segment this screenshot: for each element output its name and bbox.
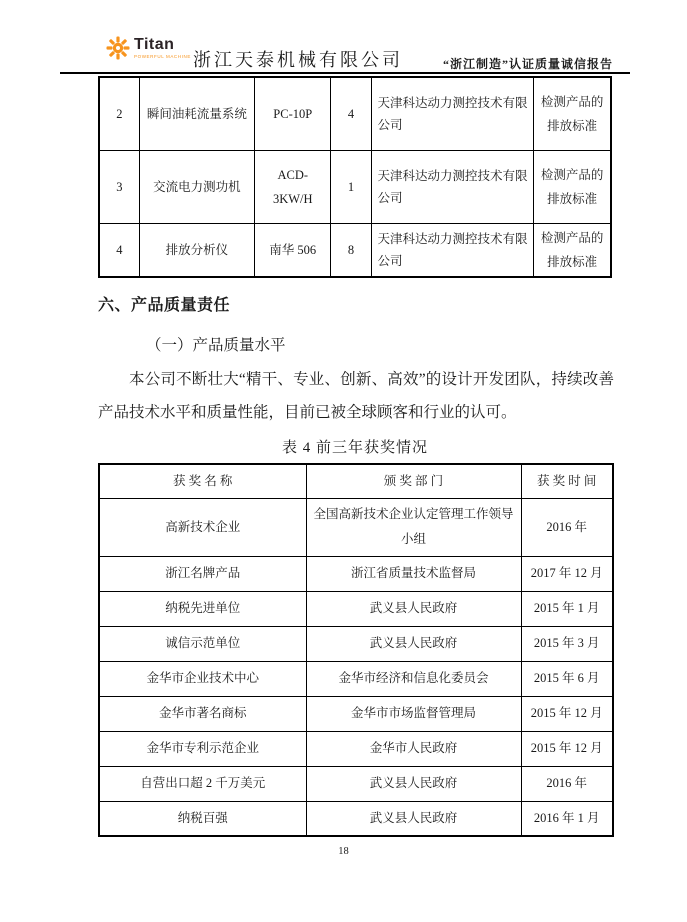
cell-award-time: 2016 年 bbox=[521, 766, 613, 801]
cell-qty: 4 bbox=[331, 77, 371, 150]
cell-award-time: 2017 年 12 月 bbox=[521, 556, 613, 591]
cell-no: 4 bbox=[99, 223, 139, 277]
cell-supplier: 天津科达动力测控技术有限公司 bbox=[371, 150, 534, 223]
cell-award-time: 2015 年 6 月 bbox=[521, 661, 613, 696]
awards-table bbox=[98, 463, 614, 837]
cell-award-name: 金华市专利示范企业 bbox=[99, 731, 306, 766]
table-header-row bbox=[99, 464, 613, 498]
cell-award-name: 自营出口超 2 千万美元 bbox=[99, 766, 306, 801]
cell-award-time: 2016 年 1 月 bbox=[521, 801, 613, 836]
cell-name: 交流电力测功机 bbox=[139, 150, 254, 223]
table-caption: 表 4 前三年获奖情况 bbox=[281, 440, 428, 456]
gear-icon bbox=[106, 36, 130, 60]
cell-qty: 8 bbox=[331, 223, 371, 277]
cell-award-time: 2015 年 12 月 bbox=[521, 696, 613, 731]
cell-model: 南华 506 bbox=[255, 223, 331, 277]
cell-award-dept: 武义县人民政府 bbox=[306, 766, 521, 801]
logo-brand: Titan bbox=[134, 35, 175, 53]
cell-award-name: 纳税百强 bbox=[99, 801, 306, 836]
header-award-dept: 颁 奖 部 门 bbox=[306, 464, 521, 498]
cell-award-dept: 武义县人民政府 bbox=[306, 591, 521, 626]
table-row bbox=[99, 77, 611, 150]
header-rule bbox=[60, 72, 630, 74]
table-row bbox=[99, 731, 613, 766]
equipment-table bbox=[98, 76, 612, 278]
cell-no: 2 bbox=[99, 77, 139, 150]
table-row bbox=[99, 150, 611, 223]
cell-supplier: 天津科达动力测控技术有限公司 bbox=[371, 77, 534, 150]
table-row bbox=[99, 223, 611, 277]
cell-no: 3 bbox=[99, 150, 139, 223]
cell-award-dept: 金华市人民政府 bbox=[306, 731, 521, 766]
cell-award-name: 诚信示范单位 bbox=[99, 626, 306, 661]
cell-award-time: 2015 年 12 月 bbox=[521, 731, 613, 766]
header-award-time: 获 奖 时 间 bbox=[521, 464, 613, 498]
cell-award-dept: 浙江省质量技术监督局 bbox=[306, 556, 521, 591]
cell-award-dept: 武义县人民政府 bbox=[306, 801, 521, 836]
cell-award-dept: 金华市经济和信息化委员会 bbox=[306, 661, 521, 696]
company-name: 浙江天泰机械有限公司 bbox=[193, 50, 403, 70]
report-title: “浙江制造”认证质量诚信报告 bbox=[442, 57, 613, 71]
cell-award-time: 2016 年 bbox=[521, 498, 613, 556]
cell-award-name: 金华市企业技术中心 bbox=[99, 661, 306, 696]
cell-purpose: 检测产品的排放标准 bbox=[534, 223, 611, 277]
header-award-name: 获 奖 名 称 bbox=[99, 464, 306, 498]
cell-supplier: 天津科达动力测控技术有限公司 bbox=[371, 223, 534, 277]
cell-award-dept: 全国高新技术企业认定管理工作领导小组 bbox=[306, 498, 521, 556]
cell-award-name: 高新技术企业 bbox=[99, 498, 306, 556]
table-row bbox=[99, 661, 613, 696]
cell-model: ACD-3KW/H bbox=[255, 150, 331, 223]
section-heading: 六、产品质量责任 bbox=[98, 297, 231, 314]
cell-purpose: 检测产品的排放标准 bbox=[534, 150, 611, 223]
logo-text bbox=[134, 37, 191, 60]
table-row bbox=[99, 591, 613, 626]
cell-award-name: 纳税先进单位 bbox=[99, 591, 306, 626]
section-subheading: （一）产品质量水平 bbox=[146, 337, 286, 354]
table-row bbox=[99, 556, 613, 591]
cell-purpose: 检测产品的排放标准 bbox=[534, 77, 611, 150]
cell-model: PC-10P bbox=[255, 77, 331, 150]
titan-logo bbox=[106, 36, 191, 60]
table-row bbox=[99, 498, 613, 556]
cell-award-name: 浙江名牌产品 bbox=[99, 556, 306, 591]
cell-award-time: 2015 年 3 月 bbox=[521, 626, 613, 661]
body-paragraph: 本公司不断壮大“精干、专业、创新、高效”的设计开发团队，持续改善产品技术水平和质量性能，目前已被全球顾客和行业的认可。 bbox=[98, 371, 614, 421]
cell-award-name: 金华市著名商标 bbox=[99, 696, 306, 731]
cell-award-dept: 武义县人民政府 bbox=[306, 626, 521, 661]
cell-qty: 1 bbox=[331, 150, 371, 223]
cell-award-dept: 金华市市场监督管理局 bbox=[306, 696, 521, 731]
cell-award-time: 2015 年 1 月 bbox=[521, 591, 613, 626]
cell-name: 排放分析仪 bbox=[139, 223, 254, 277]
table-row bbox=[99, 801, 613, 836]
table-row bbox=[99, 766, 613, 801]
table-row bbox=[99, 696, 613, 731]
cell-name: 瞬间油耗流量系统 bbox=[139, 77, 254, 150]
page-number: 18 bbox=[338, 846, 349, 857]
logo-tagline: POWERFUL MACHINE bbox=[134, 53, 191, 59]
table-row bbox=[99, 626, 613, 661]
